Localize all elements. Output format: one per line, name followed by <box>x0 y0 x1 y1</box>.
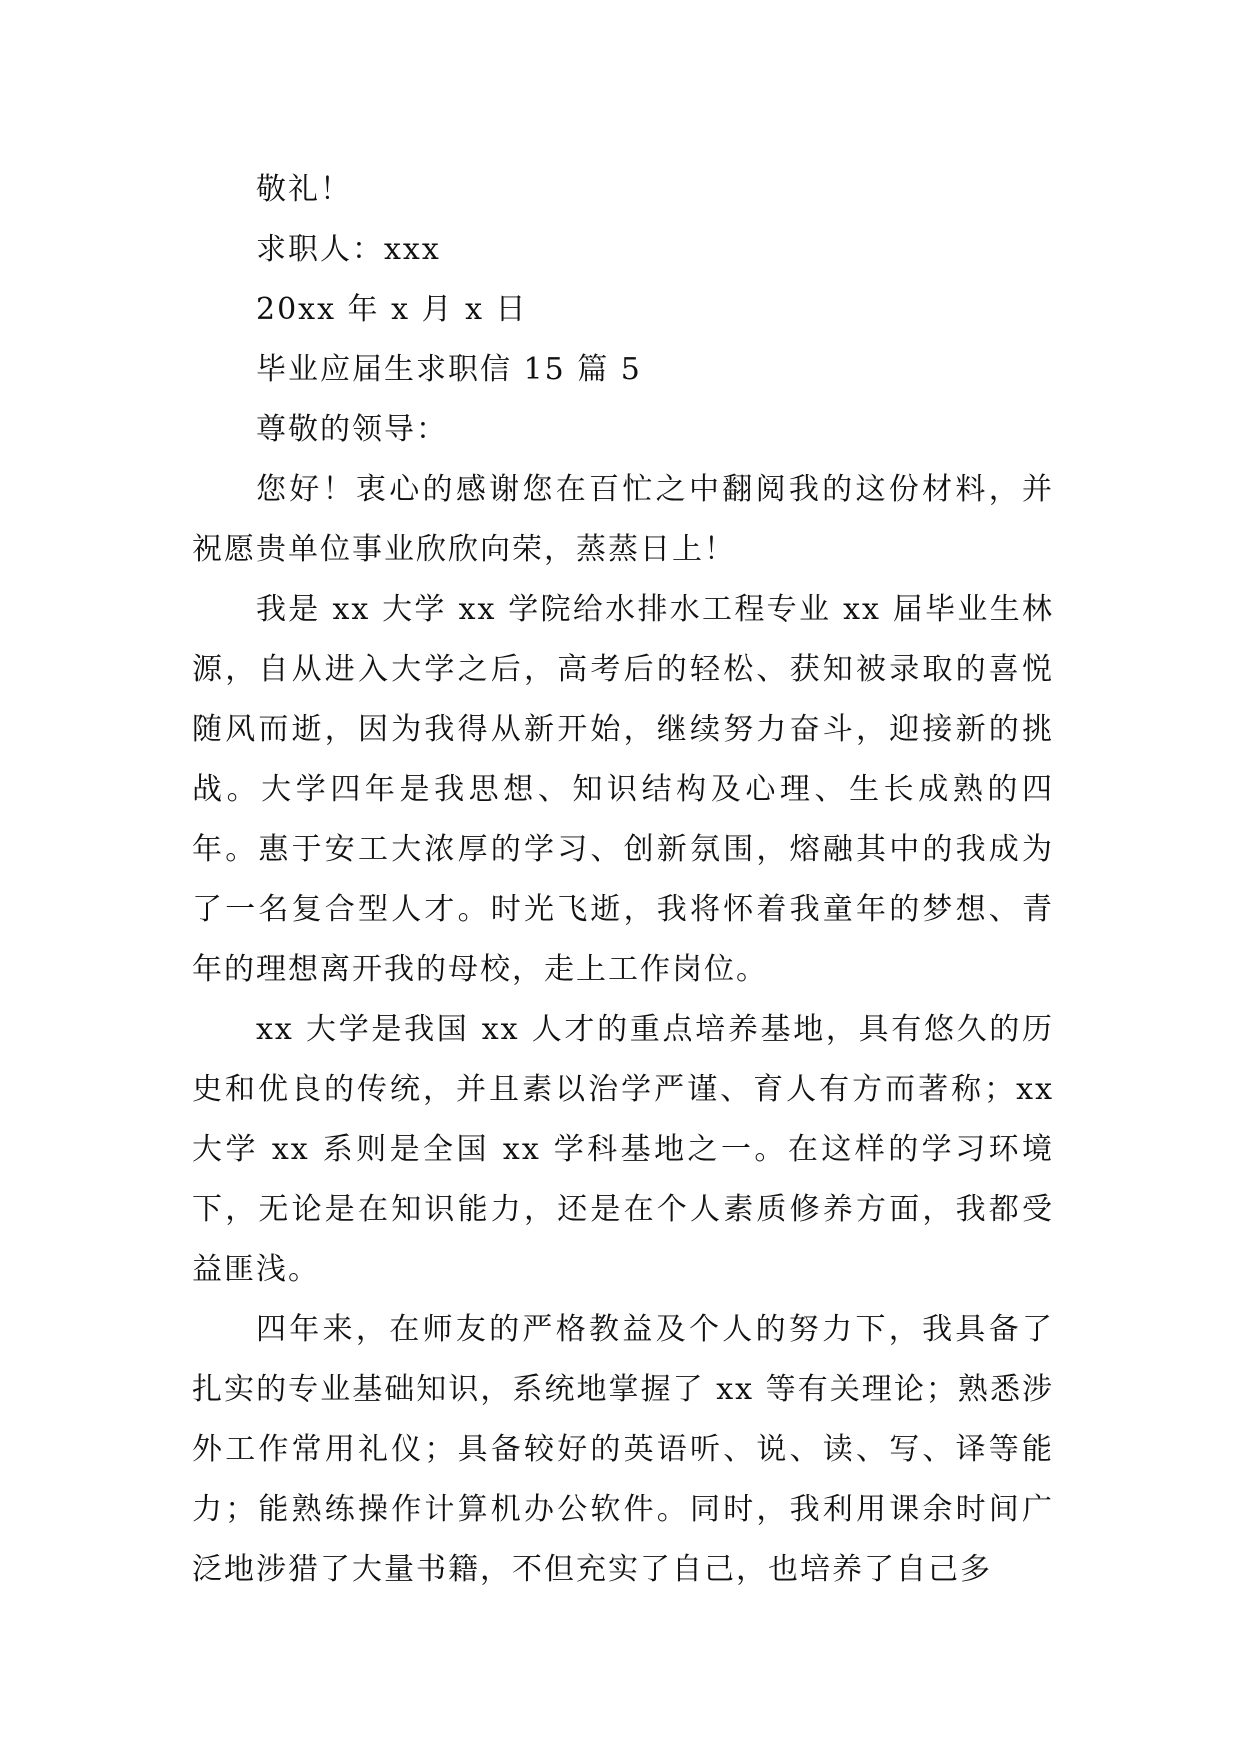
closing-line: 敬礼！ <box>256 172 352 207</box>
letter-heading: 毕业应届生求职信 15 篇 5 <box>256 352 642 387</box>
signature-line: 求职人：xxx <box>256 232 441 267</box>
salutation-line: 尊敬的领导： <box>256 412 448 447</box>
paragraph-greeting: 您好！衷心的感谢您在百忙之中翻阅我的这份材料，并祝愿贵单位事业欣欣向荣，蒸蒸日上！ <box>192 472 1054 567</box>
paragraph-skills: 四年来，在师友的严格教益及个人的努力下，我具备了扎实的专业基础知识，系统地掌握了 xx 等有关理论；熟悉涉外工作常用礼仪；具备较好的英语听、说、读、写、译等能力；能熟练操作计算机办公软件。同时，我利用课余时间广泛地涉猎了大量书籍，不但充实了自己，也培养了自己多 <box>192 1312 1054 1587</box>
date-line: 20xx 年 x 月 x 日 <box>256 292 528 327</box>
paragraph-introduction: 我是 xx 大学 xx 学院给水排水工程专业 xx 届毕业生林源，自从进入大学之后，高考后的轻松、获知被录取的喜悦随风而逝，因为我得从新开始，继续努力奋斗，迎接新的挑战。大学四年是我思想、知识结构及心理、生长成熟的四年。惠于安工大浓厚的学习、创新氛围，熔融其中的我成为了一名复合型人才。时光飞逝，我将怀着我童年的梦想、青年的理想离开我的母校，走上工作岗位。 <box>192 592 1054 987</box>
letter-body <box>192 160 1054 1600</box>
paragraph-university: xx 大学是我国 xx 人才的重点培养基地，具有悠久的历史和优良的传统，并且素以治学严谨、育人有方而著称；xx 大学 xx 系则是全国 xx 学科基地之一。在这样的学习环境下，无论是在知识能力，还是在个人素质修养方面，我都受益匪浅。 <box>192 1012 1054 1287</box>
